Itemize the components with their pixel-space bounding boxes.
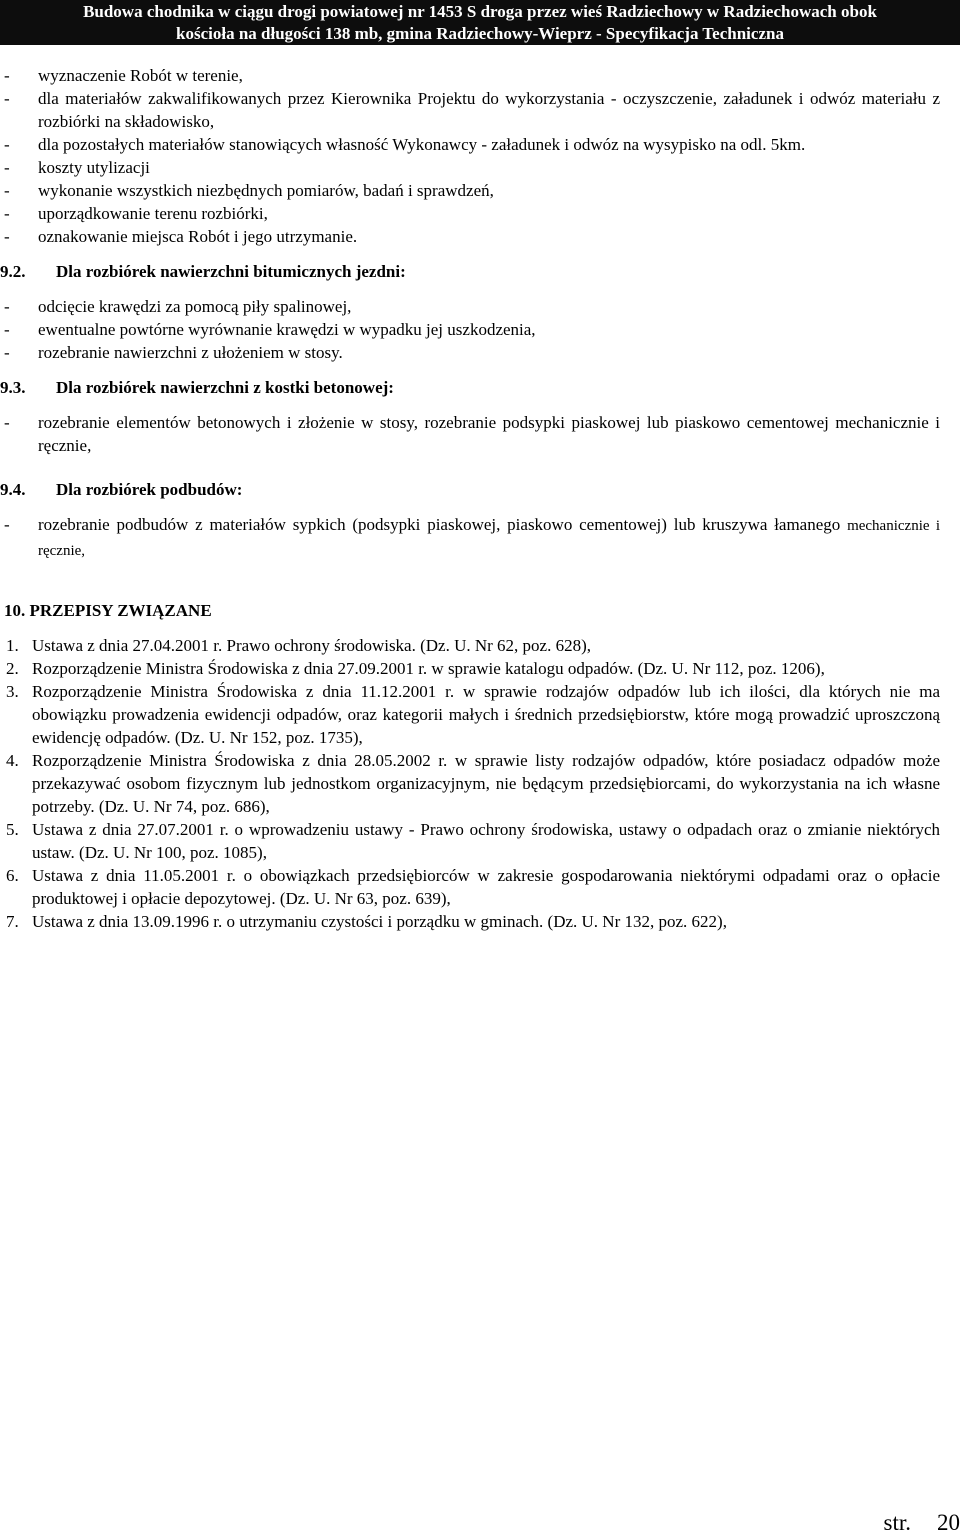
section-number: 9.3.	[0, 378, 26, 397]
item-number: 1.	[6, 636, 19, 655]
list-item	[0, 657, 940, 680]
page-header	[0, 0, 960, 45]
item-text: Rozporządzenie Ministra Środowiska z dnia 28.05.2002 r. w sprawie listy rodzajów odpadów, które posiadacz odpadów może przekazywać osobom fizycznym lub jednostkom organizacyjnym, nie będącym przedsiębiorcami, do wykorzystania na ich własne potrzeby. (Dz. U. Nr 74, poz. 686),	[32, 751, 940, 816]
item-number: 5.	[6, 820, 19, 839]
section-9-3-list	[0, 411, 940, 457]
item-text: Ustawa z dnia 11.05.2001 r. o obowiązkach przedsiębiorców w zakresie gospodarowania niektórymi odpadami oraz o opłacie produktowej i opłacie depozytowej. (Dz. U. Nr 63, poz. 639),	[32, 866, 940, 908]
header-line-1: Budowa chodnika w ciągu drogi powiatowej nr 1453 S droga przez wieś Radziechowy w Radziechowach obok	[83, 2, 877, 21]
section-10-heading: 10. PRZEPISY ZWIĄZANE	[4, 601, 212, 620]
list-item: - wyznaczenie Robót w terenie,	[0, 64, 940, 87]
document-body	[0, 64, 940, 933]
page-number: 20	[937, 1510, 960, 1535]
item-text: Ustawa z dnia 27.07.2001 r. o wprowadzeniu ustawy - Prawo ochrony środowiska, ustawy o odpadach oraz o zmianie niektórych ustaw. (Dz. U. Nr 100, poz. 1085),	[32, 820, 940, 862]
section-9-2-list	[0, 295, 940, 364]
item-number: 4.	[6, 751, 19, 770]
item-number: 6.	[6, 866, 19, 885]
list-item	[0, 680, 940, 749]
item-number: 7.	[6, 912, 19, 931]
scope-list	[0, 64, 940, 248]
list-item: - uporządkowanie terenu rozbiórki,	[0, 202, 940, 225]
item-text: Ustawa z dnia 27.04.2001 r. Prawo ochrony środowiska. (Dz. U. Nr 62, poz. 628),	[32, 636, 592, 655]
section-9-3-heading	[0, 376, 940, 399]
list-item: - rozebranie elementów betonowych i złożenie w stosy, rozebranie podsypki piaskowej lub piaskowo cementowej mechanicznie i ręcznie,	[0, 411, 940, 457]
section-title: Dla rozbiórek podbudów:	[56, 480, 243, 499]
list-item: - odcięcie krawędzi za pomocą piły spalinowej,	[0, 295, 940, 318]
section-9-2-heading	[0, 260, 940, 283]
section-title: Dla rozbiórek nawierzchni bitumicznych jezdni:	[56, 262, 406, 281]
item-text: Rozporządzenie Ministra Środowiska z dnia 11.12.2001 r. w sprawie rodzajów odpadów lub ich ilości, dla których nie ma obowiązku prowadzenia ewidencji odpadów, oraz kategorii małych i średnich przedsiębiorstw, które mogą prowadzić uproszczoną ewidencję odpadów. (Dz. U. Nr 152, poz. 1735),	[32, 682, 940, 747]
section-number: 9.2.	[0, 262, 26, 281]
list-item	[0, 634, 940, 657]
section-9-4-heading	[0, 478, 940, 501]
item-text: Ustawa z dnia 13.09.1996 r. o utrzymaniu czystości i porządku w gminach. (Dz. U. Nr 132, poz. 622),	[32, 912, 727, 931]
list-item: - rozebranie nawierzchni z ułożeniem w stosy.	[0, 341, 940, 364]
list-item: - koszty utylizacji	[0, 156, 940, 179]
header-line-2: kościoła na długości 138 mb, gmina Radziechowy-Wieprz - Specyfikacja Techniczna	[176, 24, 784, 43]
list-item: - oznakowanie miejsca Robót i jego utrzymanie.	[0, 225, 940, 248]
item-text: Rozporządzenie Ministra Środowiska z dnia 27.09.2001 r. w sprawie katalogu odpadów. (Dz. U. Nr 112, poz. 1206),	[32, 659, 825, 678]
list-item	[0, 818, 940, 864]
item-number: 3.	[6, 682, 19, 701]
regulations-list	[0, 634, 940, 933]
list-item	[0, 910, 940, 933]
section-number: 9.4.	[0, 480, 26, 499]
list-item: - wykonanie wszystkich niezbędnych pomiarów, badań i sprawdzeń,	[0, 179, 940, 202]
page-label: str.	[883, 1510, 911, 1535]
list-item: - dla materiałów zakwalifikowanych przez Kierownika Projektu do wykorzystania - oczyszczenie, załadunek i odwóz materiału z rozbiórki na składowisko,	[0, 87, 940, 133]
page-footer	[884, 1510, 960, 1536]
item-number: 2.	[6, 659, 19, 678]
list-item	[0, 513, 940, 563]
list-item	[0, 864, 940, 910]
item-text: rozebranie podbudów z materiałów sypkich (podsypki piaskowej, piaskowo cementowej) lub kruszywa łamanego	[38, 515, 848, 534]
section-title: Dla rozbiórek nawierzchni z kostki betonowej:	[56, 378, 394, 397]
list-item: - dla pozostałych materiałów stanowiących własność Wykonawcy - załadunek i odwóz na wysypisko na odl. 5km.	[0, 133, 940, 156]
list-item	[0, 749, 940, 818]
section-9-4-list	[0, 513, 940, 563]
list-item: - ewentualne powtórne wyrównanie krawędzi w wypadku jej uszkodzenia,	[0, 318, 940, 341]
item-text-small: mechanicznie i ręcznie,	[38, 518, 940, 559]
